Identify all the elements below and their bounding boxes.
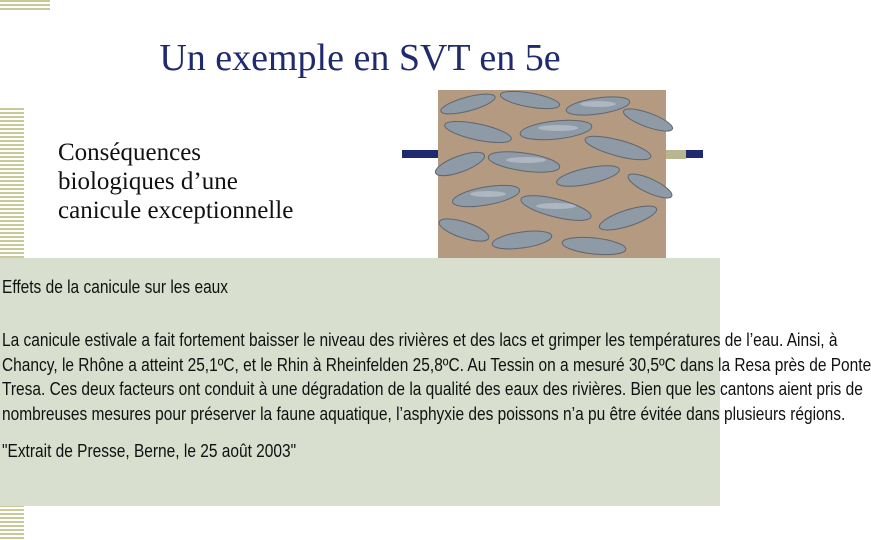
press-excerpt-panel [0,258,871,506]
excerpt-source: "Extrait de Presse, Berne, le 25 août 2003" [2,441,297,461]
subtitle-line: biologiques d’une [58,168,238,195]
dead-fish-photo [438,90,666,258]
excerpt-line: Chancy, le Rhône a atteint 25,1ºC, et le Rhin à Rheinfelden 25,8ºC. Au Tessin on a mesuré 30,5ºC dans la Resa près de Ponte [2,354,871,375]
slide-title: Un exemple en SVT en 5e [159,37,561,79]
subtitle-line: Conséquences [58,139,202,166]
excerpt-line: nombreuses mesures pour préserver la faune aquatique, l’asphyxie des poissons n’a pu être évitée dans plusieurs régions. [2,403,846,424]
excerpt-heading: Effets de la canicule sur les eaux [2,277,229,297]
accent-bar-right-navy [686,150,703,158]
excerpt-line: La canicule estivale a fait fortement baisser le niveau des rivières et des lacs et grimper les températures de l’eau. Ainsi, à [2,330,838,350]
excerpt-line: Tresa. Ces deux facteurs ont conduit à une dégradation de la qualité des eaux des rivières. Bien que les cantons aient pris de [2,379,863,399]
accent-bar-right-olive [665,150,686,159]
decorative-stripes-bottom [0,505,24,540]
decorative-stripes-left [0,108,24,258]
excerpt-body [2,328,871,426]
dead-fish-illustration [438,90,666,258]
subtitle-line: canicule exceptionnelle [58,197,294,224]
accent-bar-left [402,150,438,158]
slide-subtitle [58,138,398,225]
decorative-stripes-top [0,0,50,12]
